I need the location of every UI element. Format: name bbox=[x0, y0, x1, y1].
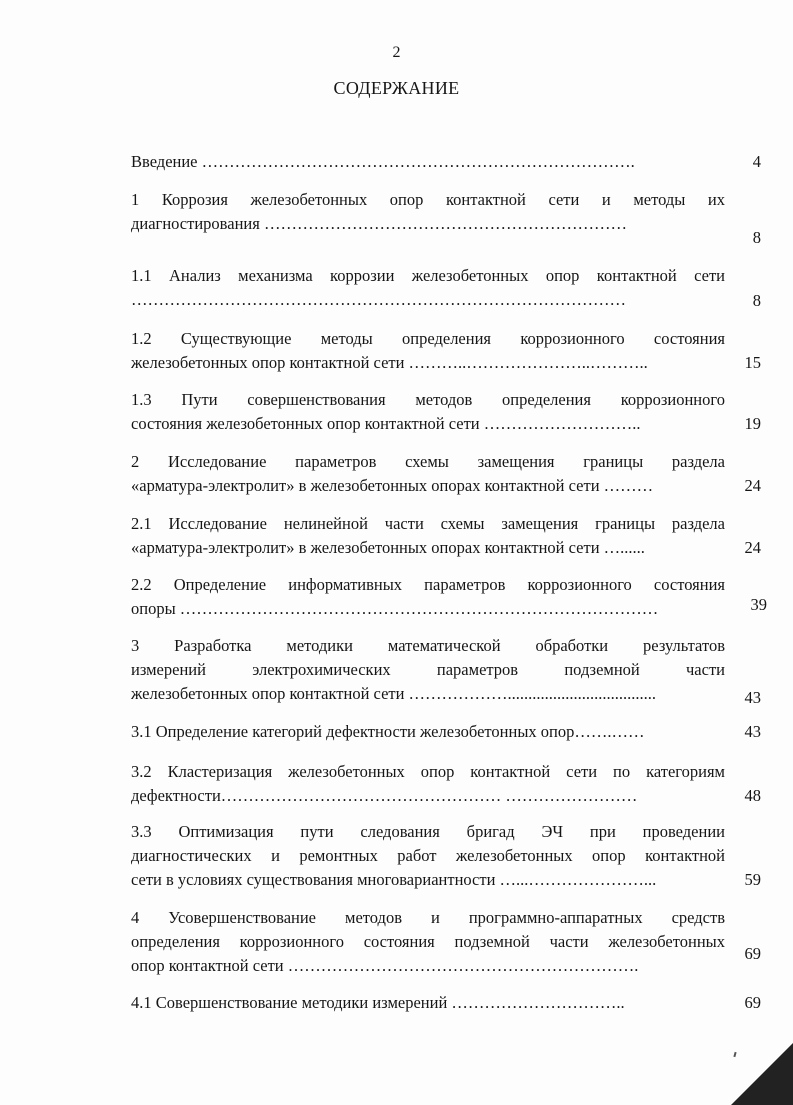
entry-page: 15 bbox=[744, 353, 761, 372]
entry-page: 69 bbox=[744, 993, 761, 1012]
entry-page: 4 bbox=[752, 152, 761, 171]
entry-line: состояния железобетонных опор контактной сети ……………………….. bbox=[131, 414, 641, 433]
entry-page: 59 bbox=[744, 870, 761, 889]
entry-line: 1.3 Пути совершенствования методов определения коррозионного bbox=[131, 390, 725, 409]
entry-line: 1.2 Существующие методы определения коррозионного состояния bbox=[131, 329, 725, 348]
entry-line: сети в условиях существования многовариантности …...…………………... bbox=[131, 870, 657, 889]
entry-line: 3 Разработка методики математической обработки результатов bbox=[131, 636, 725, 655]
entry-line: 4.1 Совершенствование методики измерений ………………………….. bbox=[131, 993, 625, 1012]
entry-line: диагностических и ремонтных работ железобетонных опор контактной bbox=[131, 846, 725, 865]
entry-line: «арматура-электролит» в железобетонных опорах контактной сети …...... bbox=[131, 538, 645, 557]
entry-line: 3.1 Определение категорий дефектности железобетонных опор…….…… bbox=[131, 722, 645, 741]
entry-page: 43 bbox=[744, 688, 761, 707]
entry-line: опор контактной сети ………………………………………………………. bbox=[131, 956, 639, 975]
entry-line: 2.1 Исследование нелинейной части схемы замещения границы раздела bbox=[131, 514, 725, 533]
entry-line: ……………………………………………………………………………… bbox=[131, 290, 626, 309]
entry-line: «арматура-электролит» в железобетонных опорах контактной сети ……… bbox=[131, 476, 654, 495]
entry-line: измерений электрохимических параметров подземной части bbox=[131, 660, 725, 679]
page-title: СОДЕРЖАНИЕ bbox=[333, 78, 460, 98]
entry-line: 3.3 Оптимизация пути следования бригад ЭЧ при проведении bbox=[131, 822, 725, 841]
entry-page: 69 bbox=[744, 944, 761, 963]
page-number: 2 bbox=[392, 44, 401, 61]
entry-page: 48 bbox=[744, 786, 761, 805]
entry-line: 1.1 Анализ механизма коррозии железобетонных опор контактной сети bbox=[131, 266, 725, 285]
entry-page: 43 bbox=[744, 722, 761, 741]
entry-line: 2 Исследование параметров схемы замещения границы раздела bbox=[131, 452, 725, 471]
entry-line: железобетонных опор контактной сети ……………….................................... bbox=[131, 684, 657, 703]
entry-line: 2.2 Определение информативных параметров коррозионного состояния bbox=[131, 575, 725, 594]
entry-line: 3.2 Кластеризация железобетонных опор контактной сети по категориям bbox=[131, 762, 725, 781]
entry-line: дефектности…………………………………………… …………………… bbox=[131, 786, 638, 805]
entry-line: 1 Коррозия железобетонных опор контактной сети и методы их bbox=[131, 190, 725, 209]
entry-page: 24 bbox=[744, 476, 761, 495]
entry-page: 8 bbox=[752, 228, 761, 247]
entry-page: 39 bbox=[750, 595, 767, 614]
entry-line: определения коррозионного состояния подземной части железобетонных bbox=[131, 932, 725, 951]
entry-page: 24 bbox=[744, 538, 761, 557]
entry-line: 4 Усовершенствование методов и программно-аппаратных средств bbox=[131, 908, 725, 927]
entry-line: диагностирования ………………………………………………………… bbox=[131, 214, 627, 233]
page-corner-fold bbox=[731, 1043, 793, 1105]
entry-line: железобетонных опор контактной сети ………..…………………..……….. bbox=[131, 353, 648, 372]
entry-page: 8 bbox=[752, 291, 761, 310]
entry-line: Введение ……………………………………………………………………. bbox=[131, 152, 635, 171]
entry-line: опоры …………………………………………………………………………… bbox=[131, 599, 659, 618]
entry-page: 19 bbox=[744, 414, 761, 433]
